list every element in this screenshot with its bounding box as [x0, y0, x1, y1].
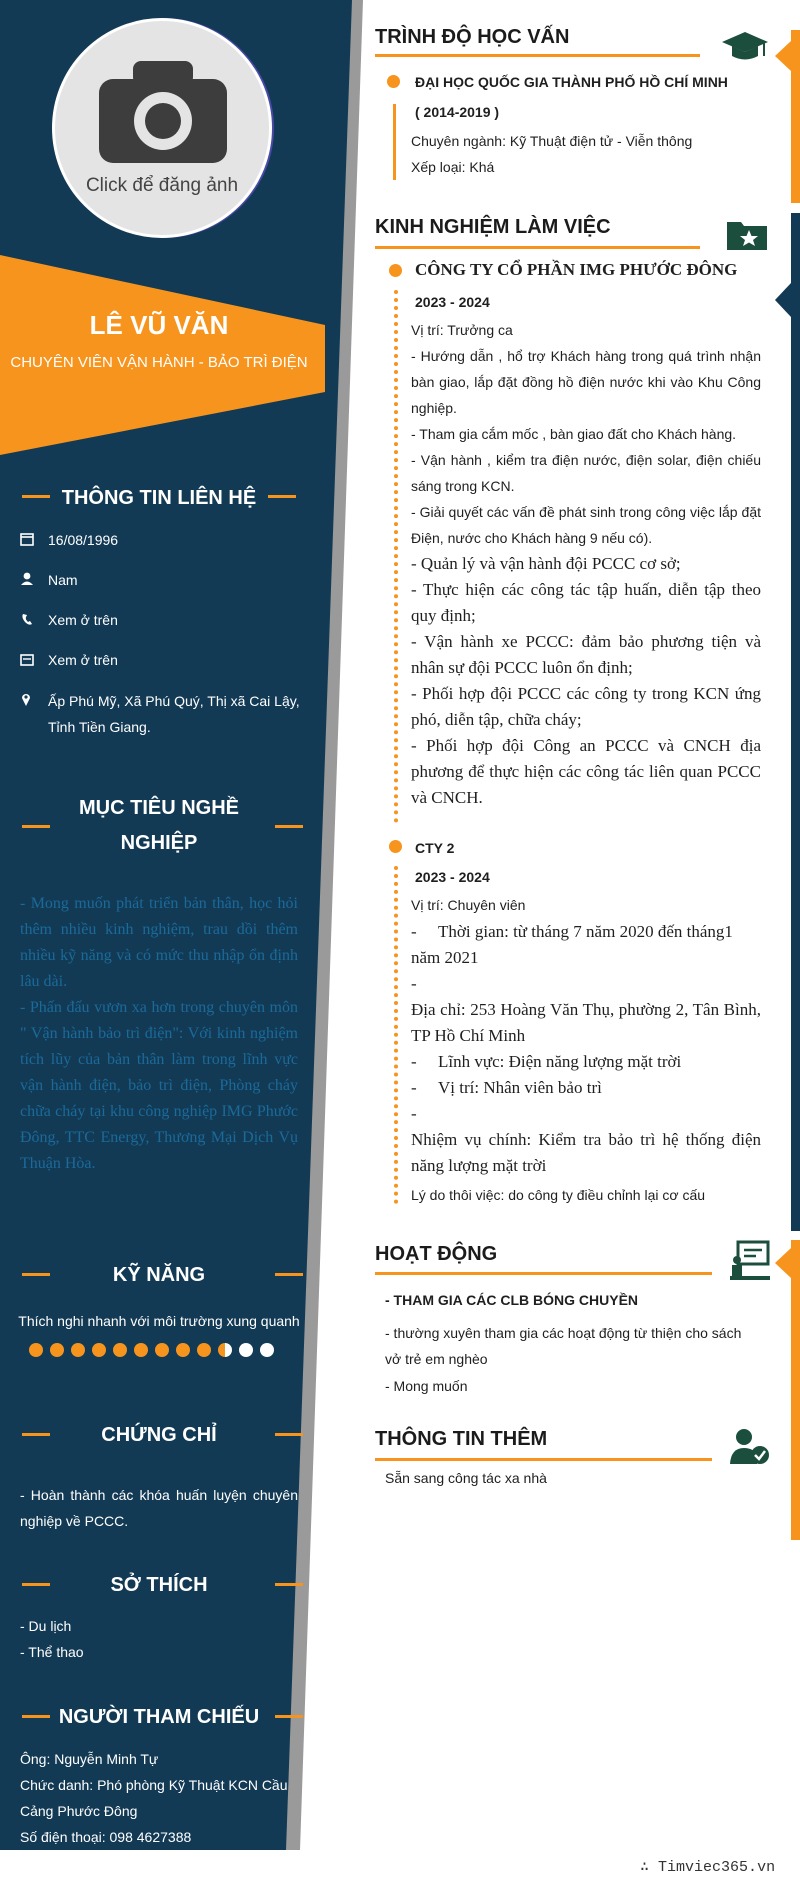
watermark-dots-icon: ∴: [640, 1859, 659, 1876]
job-duty: - Giải quyết các vấn đề phát sinh trong công việc lắp đặt Điện, nước cho Khách hàng 9 nếu có).: [411, 504, 761, 546]
job-duty: - Thực hiện các công tác tập huấn, diễn tập theo quy định;: [411, 580, 761, 625]
objective-paragraph-1: - Mong muốn phát triển bản thân, học hỏi thêm nhiều kinh nghiệm, trau dồi thêm nhiều kỹ năng và có mức thu nhập ổn định lâu dài.: [20, 895, 298, 990]
hobby-item: - Thể thao: [20, 1644, 84, 1660]
skill-dot: [176, 1343, 190, 1357]
user-icon: [20, 567, 36, 593]
job-line-dash: -: [411, 922, 417, 941]
reference-heading: NGƯỜI THAM CHIẾU: [58, 1706, 260, 1728]
job-duty: - Vận hành , kiểm tra điện nước, điện solar, điện chiếu sáng trong KCN.: [411, 452, 761, 494]
reference-phone: Số điện thoại: 098 4627388: [20, 1829, 192, 1845]
job-position-2: Vị trí: Nhân viên bảo trì: [438, 1078, 602, 1097]
job-line-dash: -: [411, 974, 417, 993]
section-side-marker: [775, 283, 791, 317]
education-major: Chuyên ngành: Kỹ Thuật điện tử - Viễn thông: [411, 133, 693, 149]
skill-rating: [29, 1343, 289, 1359]
certificate-text: - Hoàn thành các khóa huấn luyện chuyên nghiệp về PCCC.: [20, 1487, 298, 1529]
job-company: CTY 2: [415, 840, 455, 856]
job-duties: Nhiệm vụ chính: Kiểm tra bảo trì hệ thống điện năng lượng mặt trời: [411, 1130, 761, 1175]
job-company: CÔNG TY CỔ PHẦN IMG PHƯỚC ĐÔNG: [415, 260, 738, 279]
job-position: Vị trí: Trưởng ca: [411, 322, 513, 338]
skill-dot: [260, 1343, 274, 1357]
heading-underline: [375, 1458, 712, 1461]
avatar-photo[interactable]: [52, 18, 272, 238]
activities-heading: HOẠT ĐỘNG: [375, 1243, 498, 1265]
skill-dot: [239, 1343, 253, 1357]
skill-dot: [71, 1343, 85, 1357]
section-side-bar: [791, 1240, 800, 1540]
job-time-cont: năm 2021: [411, 948, 479, 967]
skill-dot: [92, 1343, 106, 1357]
skill-dot: [29, 1343, 43, 1357]
profile-name: LÊ VŨ VĂN: [89, 310, 229, 340]
job-field: Lĩnh vực: Điện năng lượng mặt trời: [438, 1052, 682, 1071]
objective-paragraph-2: - Phấn đấu vươn xa hơn trong chuyên môn " Vận hành bảo trì điện": Với kinh nghiệm tích lũy của bản thân làm trong lĩnh vực vận hành điện, bảo trì điện, Phòng cháy chữa cháy tại khu công nghiệp IMG Phước Đông, TTC Energy, Thương Mại Dịch Vụ Thuận Hòa.: [20, 999, 298, 1172]
timeline-line: [393, 104, 396, 180]
map-pin-icon: [20, 688, 36, 714]
heading-underline: [375, 1272, 712, 1275]
timeline-bullet: [389, 264, 402, 277]
job-duty: - Tham gia cắm mốc , bàn giao đất cho Khách hàng.: [411, 426, 737, 442]
skill-dot: [50, 1343, 64, 1357]
job-period: 2023 - 2024: [415, 294, 490, 310]
section-side-marker: [775, 1248, 791, 1278]
email-icon: [20, 647, 36, 673]
dob-text: 16/08/1996: [48, 532, 119, 548]
job-duty: - Phối hợp đội Công an PCCC và CNCH địa phương để thực hiện các công tác liên quan PCCC và CNCH.: [411, 736, 761, 807]
phone-icon: [20, 607, 36, 633]
job-line-dash: -: [411, 1052, 417, 1071]
skill-dot: [134, 1343, 148, 1357]
objective-heading-line1: MỤC TIÊU NGHỀ: [79, 797, 239, 819]
camera-icon: [99, 59, 227, 163]
timeline-bullet: [389, 840, 402, 853]
section-side-bar: [791, 213, 800, 1231]
education-school: ĐẠI HỌC QUỐC GIA THÀNH PHỐ HỒ CHÍ MINH: [415, 74, 728, 90]
job-address: Địa chỉ: 253 Hoàng Văn Thụ, phường 2, Tân Bình, TP Hồ Chí Minh: [411, 1000, 761, 1045]
objective-heading-line2: NGHIỆP: [120, 832, 198, 854]
activity-title: - THAM GIA CÁC CLB BÓNG CHUYỀN: [385, 1292, 639, 1308]
timeline-bullet: [387, 75, 400, 88]
timeline-dotted-line: [394, 866, 398, 1204]
certificates-heading: CHỨNG CHỈ: [101, 1424, 217, 1446]
photo-caption: Click để đăng ảnh: [85, 175, 239, 196]
job-time: Thời gian: từ tháng 7 năm 2020 đến tháng1: [438, 922, 733, 941]
section-side-marker: [775, 41, 791, 71]
graduation-cap-icon: [722, 30, 768, 64]
skill-dot: [197, 1343, 211, 1357]
email-text: Xem ở trên: [48, 652, 118, 668]
education-years: ( 2014-2019 ): [415, 104, 500, 120]
skill-dot: [155, 1343, 169, 1357]
address-line2: Tỉnh Tiền Giang.: [48, 719, 151, 735]
job-duty: - Hướng dẫn , hổ trợ Khách hàng trong quá trình nhận bàn giao, lắp đặt đồng hồ điện nước khi vào Khu Công nghiệp.: [411, 348, 761, 416]
education-heading: TRÌNH ĐỘ HỌC VẤN: [375, 26, 570, 48]
contact-address: [20, 688, 300, 740]
skills-heading: KỸ NĂNG: [112, 1264, 206, 1286]
user-check-icon: [730, 1428, 770, 1466]
reference-position-line1: Chức danh: Phó phòng Kỹ Thuật KCN Cầu: [20, 1777, 288, 1793]
watermark: [640, 1857, 775, 1876]
gender-text: Nam: [48, 572, 78, 588]
experience-heading: KINH NGHIỆM LÀM VIỆC: [375, 216, 611, 238]
job-line-dash: -: [411, 1104, 417, 1123]
heading-underline: [375, 54, 700, 57]
phone-text: Xem ở trên: [48, 612, 118, 628]
address-line1: Ấp Phú Mỹ, Xã Phú Quý, Thị xã Cai Lậy,: [48, 693, 300, 709]
job-duty: - Vận hành xe PCCC: đảm bảo phương tiện và nhân sự đội PCCC luôn ổn định;: [411, 632, 761, 677]
job-period: 2023 - 2024: [415, 869, 490, 885]
contact-heading: THÔNG TIN LIÊN HỆ: [61, 487, 257, 509]
section-side-bar: [791, 30, 800, 203]
teacher-board-icon: [730, 1240, 770, 1280]
education-rank: Xếp loại: Khá: [411, 159, 495, 175]
job-duty: - Quản lý và vận hành đội PCCC cơ sở;: [411, 554, 681, 573]
timeline-dotted-line: [394, 290, 398, 823]
reference-position-line2: Cảng Phước Đông: [20, 1803, 138, 1819]
folder-star-icon: [727, 218, 767, 250]
skill-dot: [218, 1343, 232, 1357]
activity-description: - thường xuyên tham gia các hoạt động từ thiện cho sách vở trẻ em nghèo: [385, 1325, 742, 1367]
job-duty: - Phối hợp đội PCCC các công ty trong KCN ứng phó, diễn tập, chữa cháy;: [411, 684, 761, 729]
hobbies-heading: SỞ THÍCH: [110, 1574, 208, 1596]
activity-description: - Mong muốn: [385, 1378, 468, 1394]
heading-underline: [375, 246, 700, 249]
profile-title: CHUYÊN VIÊN VẬN HÀNH - BẢO TRÌ ĐIỆN: [10, 354, 308, 371]
reference-name: Ông: Nguyễn Minh Tự: [20, 1751, 159, 1767]
calendar-icon: [20, 527, 36, 553]
skill-name: Thích nghi nhanh với môi trường xung quanh: [18, 1313, 300, 1329]
additional-text: Sẵn sang công tác xa nhà: [385, 1470, 547, 1486]
additional-heading: THÔNG TIN THÊM: [375, 1428, 548, 1450]
watermark-text: Timviec365.vn: [658, 1859, 776, 1876]
skill-dot: [113, 1343, 127, 1357]
hobby-item: - Du lịch: [20, 1618, 72, 1634]
job-position: Vị trí: Chuyên viên: [411, 897, 526, 913]
job-leave-reason: Lý do thôi việc: do công ty điều chỉnh lại cơ cấu: [411, 1187, 706, 1203]
job-line-dash: -: [411, 1078, 417, 1097]
